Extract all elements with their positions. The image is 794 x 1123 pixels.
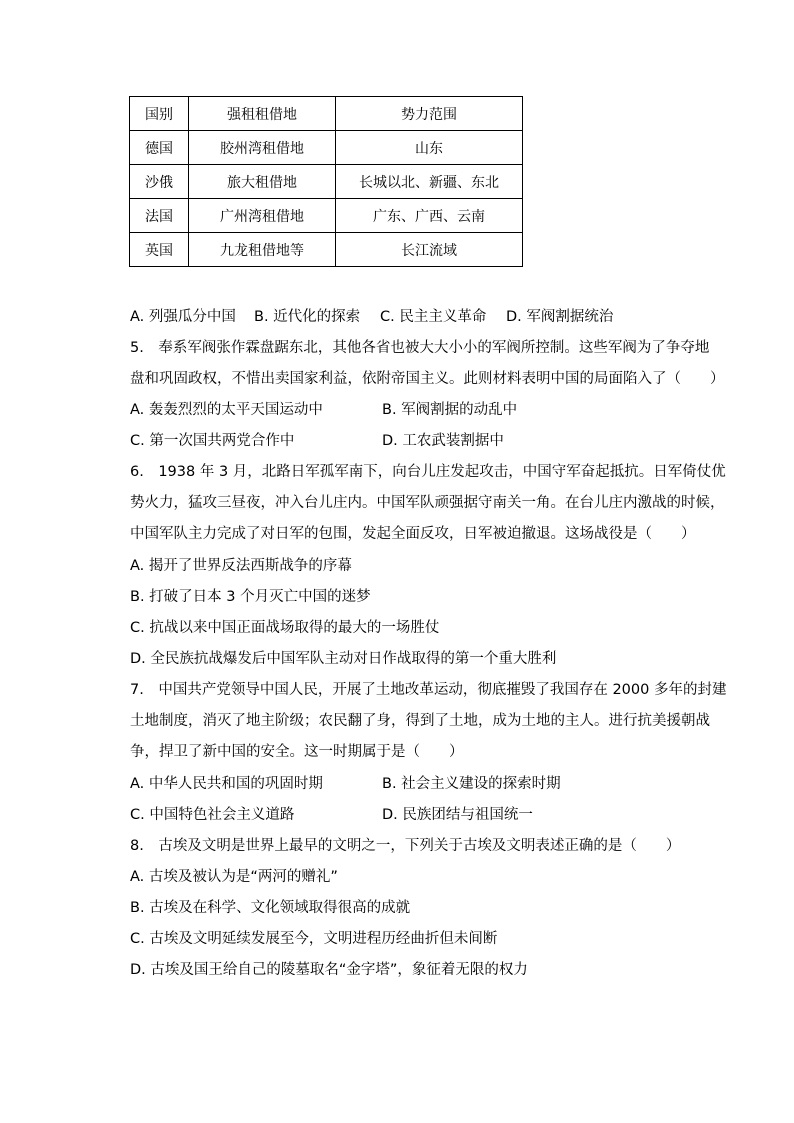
q8-option-d: D. 古埃及国王给自己的陵墓取名“金字塔”，象征着无限的权力: [130, 962, 528, 978]
table-cell: 广东、广西、云南: [336, 199, 523, 233]
q7-option-c: C. 中国特色社会主义道路: [130, 807, 295, 823]
q5-option-d: D. 工农武装割据中: [382, 433, 504, 449]
table-cell: 山东: [336, 131, 523, 165]
q6-option-b: B. 打破了日本 3 个月灭亡中国的迷梦: [130, 589, 371, 605]
q5-options-row: [130, 431, 504, 451]
q8-option-c: C. 古埃及文明延续发展至今，文明进程历经曲折但未间断: [130, 931, 498, 947]
q5-option-a: A. 轰轰烈烈的太平天国运动中: [130, 402, 323, 418]
q7-stem-line: 土地制度，消灭了地主阶级；农民翻了身，得到了土地，成为土地的主人。进行抗美援朝战: [130, 713, 710, 729]
table-row: [130, 233, 523, 267]
q4-option-c: C. 民主主义革命: [380, 309, 487, 325]
q6-stem-line: 中国军队主力完成了对日军的包围，发起全面反攻，日军被迫撤退。这场战役是（ ）: [130, 526, 696, 542]
q4-option-b: B. 近代化的探索: [254, 309, 361, 325]
q6-stem-line: 势火力，猛攻三昼夜，冲入台儿庄内。中国军队顽强据守南关一角。在台儿庄内激战的时候，: [130, 495, 725, 511]
table-row: [130, 131, 523, 165]
q6-option-a: A. 揭开了世界反法西斯战争的序幕: [130, 558, 352, 574]
table-cell: 沙俄: [130, 165, 189, 199]
q7-stem-line: 7. 中国共产党领导中国人民，开展了土地改革运动，彻底摧毁了我国存在 2000 多年的封建: [130, 682, 727, 698]
q5-options-row: [130, 400, 517, 420]
table-cell: 德国: [130, 131, 189, 165]
table-cell: 广州湾租借地: [189, 199, 336, 233]
q7-option-a: A. 中华人民共和国的巩固时期: [130, 776, 323, 792]
q4-options: [130, 307, 613, 327]
q6-option-d: D. 全民族抗战爆发后中国军队主动对日作战取得的第一个重大胜利: [130, 651, 557, 667]
q5-option-b: B. 军阀割据的动乱中: [382, 402, 518, 418]
table-row: [130, 199, 523, 233]
table-header-row: [130, 97, 523, 131]
q5-option-c: C. 第一次国共两党合作中: [130, 433, 295, 449]
table-cell: 长城以北、新疆、东北: [336, 165, 523, 199]
q7-option-d: D. 民族团结与祖国统一: [382, 807, 533, 823]
q6-stem-line: 6. 1938 年 3 月，北路日军孤军南下，向台儿庄发起攻击，中国守军奋起抵抗。日军倚仗优: [130, 464, 726, 480]
table-header-cell: 国别: [130, 97, 189, 131]
q5-stem-line: 5. 奉系军阀张作霖盘踞东北，其他各省也被大大小小的军阀所控制。这些军阀为了争夺地: [130, 340, 710, 356]
q8-stem-line: 8. 古埃及文明是世界上最早的文明之一，下列关于古埃及文明表述正确的是（ ）: [130, 838, 681, 854]
q7-option-b: B. 社会主义建设的探索时期: [382, 776, 561, 792]
table-cell: 英国: [130, 233, 189, 267]
q6-option-c: C. 抗战以来中国正面战场取得的最大的一场胜仗: [130, 620, 440, 636]
q7-options-row: [130, 774, 561, 794]
q4-option-a: A. 列强瓜分中国: [130, 309, 236, 325]
table-cell: 旅大租借地: [189, 165, 336, 199]
q4-option-d: D. 军阀割据统治: [506, 309, 614, 325]
q7-options-row: [130, 805, 533, 825]
table-row: [130, 165, 523, 199]
table-cell: 长江流域: [336, 233, 523, 267]
table-header-cell: 强租租借地: [189, 97, 336, 131]
table-cell: 法国: [130, 199, 189, 233]
q7-stem-line: 争，捍卫了新中国的安全。这一时期属于是（ ）: [130, 744, 464, 760]
q8-option-b: B. 古埃及在科学、文化领域取得很高的成就: [130, 900, 411, 916]
concession-table: [129, 96, 523, 267]
table-cell: 胶州湾租借地: [189, 131, 336, 165]
table-cell: 九龙租借地等: [189, 233, 336, 267]
q8-option-a: A. 古埃及被认为是“两河的赠礼”: [130, 869, 338, 885]
table-header-cell: 势力范围: [336, 97, 523, 131]
q5-stem-line: 盘和巩固政权，不惜出卖国家利益，依附帝国主义。此则材料表明中国的局面陷入了（ ）: [130, 371, 725, 387]
